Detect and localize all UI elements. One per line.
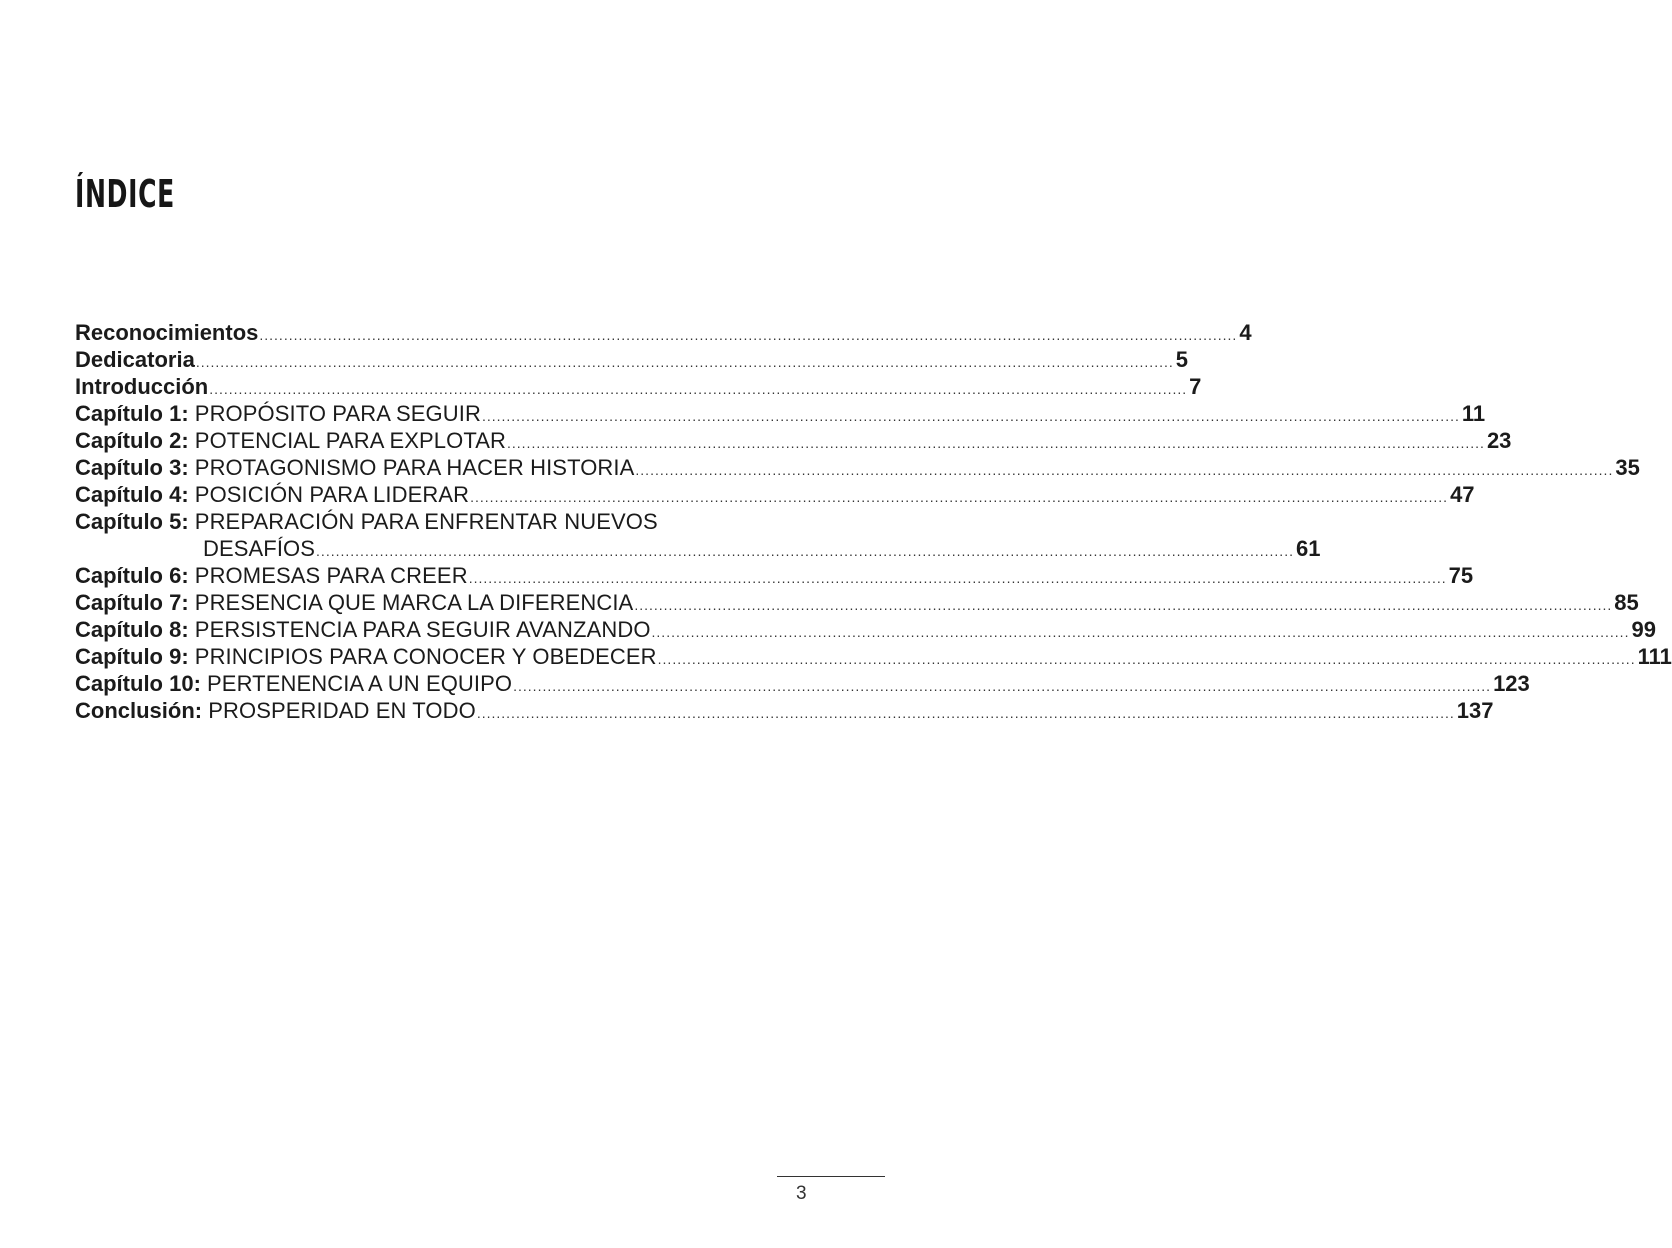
toc-entry-title: PREPARACIÓN PARA ENFRENTAR NUEVOS bbox=[194, 509, 658, 534]
toc-entry-title: POTENCIAL PARA EXPLOTAR bbox=[194, 428, 506, 453]
toc-entry-page: 7 bbox=[1189, 374, 1202, 399]
toc-entry[interactable] bbox=[75, 616, 1656, 643]
toc-entry[interactable] bbox=[75, 589, 1639, 616]
toc-entry-page: 123 bbox=[1493, 671, 1530, 696]
toc-entry[interactable] bbox=[75, 319, 1252, 346]
dot-leader: ........................................................................................................................................................................................................ bbox=[470, 489, 1449, 505]
toc-entry-page: 75 bbox=[1448, 563, 1474, 588]
toc-entry[interactable] bbox=[75, 400, 1486, 427]
toc-entry-label: Capítulo 2: bbox=[75, 428, 189, 453]
toc-entry-page: 85 bbox=[1614, 590, 1639, 615]
toc-entry-page: 35 bbox=[1615, 455, 1640, 480]
toc-entry-title: PROTAGONISMO PARA HACER HISTORIA bbox=[194, 455, 635, 480]
toc-entry-page: 111 bbox=[1637, 644, 1672, 669]
toc-entry-page: 61 bbox=[1295, 536, 1321, 561]
page-title: ÍNDICE bbox=[75, 172, 175, 216]
dot-leader: ........................................................................................................................................................................................................ bbox=[316, 543, 1294, 559]
toc-entry-page: 4 bbox=[1239, 320, 1252, 345]
dot-leader: ........................................................................................................................................................................................................ bbox=[507, 435, 1485, 451]
toc-entry[interactable] bbox=[75, 346, 1189, 373]
toc-entry-label: Capítulo 6: bbox=[75, 563, 189, 588]
toc-entry[interactable] bbox=[75, 454, 1640, 481]
dot-leader: ........................................................................................................................................................................................................ bbox=[635, 462, 1614, 478]
dot-leader: ........................................................................................................................................................................................................ bbox=[657, 651, 1636, 667]
toc-entry-page: 11 bbox=[1461, 401, 1486, 426]
page-number: 3 bbox=[796, 1183, 807, 1204]
toc-entry-label: Introducción bbox=[75, 374, 209, 399]
toc-entry-page: 137 bbox=[1456, 698, 1494, 723]
toc-entry[interactable] bbox=[75, 508, 806, 535]
dot-leader: ........................................................................................................................................................................................................ bbox=[651, 624, 1630, 640]
toc-entry[interactable] bbox=[75, 373, 1202, 400]
toc-entry[interactable] bbox=[75, 427, 1512, 454]
toc-entry-title: PERTENENCIA A UN EQUIPO bbox=[207, 671, 513, 696]
toc-entry[interactable] bbox=[75, 481, 1475, 508]
toc-entry-title: PRESENCIA QUE MARCA LA DIFERENCIA bbox=[194, 590, 634, 615]
dot-leader: ........................................................................................................................................................................................................ bbox=[259, 327, 1238, 343]
toc-entry-label: Capítulo 7: bbox=[75, 590, 189, 615]
toc-entry[interactable] bbox=[75, 562, 1474, 589]
toc-entry-label: Capítulo 9: bbox=[75, 644, 189, 669]
toc-entry[interactable] bbox=[75, 670, 1530, 697]
toc-entry-title: PERSISTENCIA PARA SEGUIR AVANZANDO bbox=[194, 617, 651, 642]
toc-entry-continuation[interactable] bbox=[75, 535, 1321, 562]
toc-entry-label: Capítulo 1: bbox=[75, 401, 189, 426]
toc-entry-title: POSICIÓN PARA LIDERAR bbox=[194, 482, 470, 507]
dot-leader: ........................................................................................................................................................................................................ bbox=[513, 678, 1492, 694]
toc-entry-title: PROSPERIDAD EN TODO bbox=[208, 698, 476, 723]
toc-entry-title: PROPÓSITO PARA SEGUIR bbox=[194, 401, 481, 426]
toc-entry-title: DESAFÍOS bbox=[203, 536, 316, 561]
toc-entry-label: Capítulo 3: bbox=[75, 455, 189, 480]
toc-entry-title: PROMESAS PARA CREER bbox=[194, 563, 468, 588]
toc-entry-label: Reconocimientos bbox=[75, 320, 259, 345]
toc-entry-page: 47 bbox=[1450, 482, 1475, 507]
toc-entry[interactable] bbox=[75, 643, 1672, 670]
toc-entry-label: Capítulo 5: bbox=[75, 509, 189, 534]
toc-entry-label: Dedicatoria bbox=[75, 347, 195, 372]
dot-leader: ........................................................................................................................................................................................................ bbox=[476, 705, 1455, 721]
footer-divider bbox=[777, 1176, 885, 1177]
dot-leader: ........................................................................................................................................................................................................ bbox=[209, 381, 1188, 397]
toc-entry-page: 99 bbox=[1631, 617, 1656, 642]
toc-entry[interactable] bbox=[75, 697, 1494, 724]
table-of-contents bbox=[75, 319, 1672, 724]
dot-leader: ........................................................................................................................................................................................................ bbox=[195, 354, 1174, 370]
toc-entry-label: Capítulo 10: bbox=[75, 671, 201, 696]
toc-entry-label: Capítulo 8: bbox=[75, 617, 189, 642]
toc-entry-page: 5 bbox=[1175, 347, 1189, 372]
toc-entry-title: PRINCIPIOS PARA CONOCER Y OBEDECER bbox=[194, 644, 657, 669]
dot-leader: ........................................................................................................................................................................................................ bbox=[468, 570, 1447, 586]
dot-leader: ........................................................................................................................................................................................................ bbox=[634, 597, 1613, 613]
toc-entry-label: Capítulo 4: bbox=[75, 482, 189, 507]
toc-entry-label: Conclusión: bbox=[75, 698, 203, 723]
dot-leader: ........................................................................................................................................................................................................ bbox=[481, 408, 1460, 424]
toc-entry-page: 23 bbox=[1486, 428, 1512, 453]
